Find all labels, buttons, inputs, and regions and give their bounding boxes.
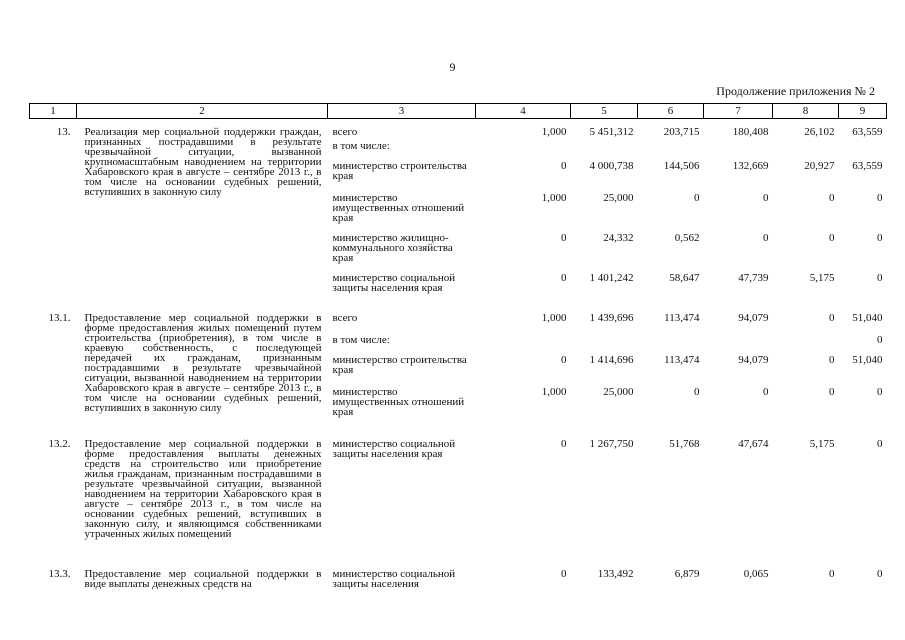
value-cell-col8: 20,927: [804, 159, 835, 172]
executor-cell: министерство имущественных отношений края: [332, 385, 465, 418]
value-cell-col7: 180,408: [732, 126, 769, 138]
executor-cell: всего: [332, 311, 358, 324]
value-cell-col8: 5,175: [809, 271, 835, 284]
value-cell-col6: 0,562: [674, 231, 700, 244]
value-cell-col6: 6,879: [674, 567, 700, 580]
value-cell-col6: 58,647: [669, 271, 700, 284]
value-cell-col9: 51,040: [852, 353, 883, 366]
executor-cell: министерство социальной защиты населения края: [332, 271, 456, 294]
executor-cell: в том числе:: [332, 333, 390, 346]
value-cell-col9: 0: [877, 333, 883, 346]
value-cell-col4: 0: [561, 159, 567, 172]
value-cell-col6: 113,474: [664, 311, 700, 324]
value-cell-col5: 25,000: [603, 385, 634, 398]
value-cell-col6: [638, 141, 704, 161]
header-cell: 9: [839, 104, 887, 119]
value-cell-col5: 24,332: [603, 231, 634, 244]
item-description: Предоставление мер социальной поддержки в форме предоставления жилых помещений путем строительства (приобретения), в том числе в краевую собственность, с последующей передачей их гражданам, признанным пострадавшими в результате чрезвычайной ситуации, вызванной наводнением на территории Хабаровского края в августе – сентябре 2013 г., в том числе на основании судебных решений, вступивших в законную силу: [84, 311, 322, 414]
value-cell-col4: 0: [561, 271, 567, 284]
item-number: 13.: [56, 126, 71, 138]
value-cell-col6: 203,715: [663, 126, 700, 138]
executor-cell: министерство социальной защиты населения: [332, 567, 456, 590]
value-cell-col5: 1 414,696: [589, 353, 634, 366]
header-cell: 3: [328, 104, 476, 119]
value-cell-col8: 0: [829, 191, 835, 204]
executor-cell: министерство социальной защиты населения края: [332, 437, 456, 460]
header-cell: 2: [77, 104, 328, 119]
value-cell-col4: 0: [561, 231, 567, 244]
item-number: 13.1.: [48, 311, 71, 324]
value-cell-col4: 0: [561, 353, 567, 366]
table-row: [30, 313, 887, 335]
value-cell-col5: 1 267,750: [589, 437, 634, 450]
value-cell-col4: 1,000: [541, 191, 567, 204]
header-cell: 1: [30, 104, 77, 119]
header-row: [30, 104, 887, 119]
header-cell: 6: [638, 104, 704, 119]
item-description: Предоставление мер социальной поддержки в виде выплаты денежных средств на: [84, 567, 322, 590]
table-row: [30, 569, 887, 599]
value-cell-col5: 4 000,738: [589, 159, 634, 172]
value-cell-col9: 51,040: [852, 311, 883, 324]
value-cell-col9: 0: [877, 271, 883, 284]
executor-cell: министерство имущественных отношений края: [332, 191, 465, 224]
value-cell-col8: [773, 335, 839, 355]
value-cell-col8: 5,175: [809, 437, 835, 450]
value-cell-col7: [704, 141, 773, 161]
value-cell-col5: [571, 335, 638, 355]
value-cell-col5: 5 451,312: [589, 126, 634, 138]
continuation-label: Продолжение приложения № 2: [716, 84, 875, 98]
value-cell-col5: 133,492: [597, 567, 634, 580]
value-cell-col8: 0: [829, 311, 835, 324]
value-cell-col6: 113,474: [664, 353, 700, 366]
value-cell-col8: 0: [829, 567, 835, 580]
table-row: [30, 119, 887, 141]
value-cell-col9: 63,559: [852, 126, 883, 138]
value-cell-col7: 0: [763, 231, 769, 244]
item-number: 13.3.: [48, 567, 71, 580]
value-cell-col5: 1 401,242: [589, 271, 634, 284]
value-cell-col7: 47,739: [738, 271, 769, 284]
value-cell-col7: [704, 335, 773, 355]
value-cell-col7: 0: [763, 191, 769, 204]
value-cell-col9: 0: [877, 231, 883, 244]
value-cell-col6: 0: [694, 385, 700, 398]
item-number: 13.2.: [48, 437, 71, 450]
value-cell-col7: 94,079: [738, 353, 769, 366]
executor-cell: министерство строительства края: [332, 159, 467, 182]
value-cell-col4: 1,000: [541, 311, 567, 324]
value-cell-col4: [476, 335, 571, 355]
value-cell-col5: 25,000: [603, 191, 634, 204]
value-cell-col8: 0: [829, 231, 835, 244]
value-cell-col4: [476, 141, 571, 161]
value-cell-col9: 0: [877, 385, 883, 398]
value-cell-col7: 47,674: [738, 437, 769, 450]
value-cell-col7: 0: [763, 385, 769, 398]
value-cell-col8: 0: [829, 353, 835, 366]
value-cell-col8: 26,102: [804, 126, 835, 138]
program-table: [29, 103, 887, 599]
table-row: [30, 439, 887, 569]
item-description: Реализация мер социальной поддержки граждан, признанных пострадавшими в результате чрезвычайной ситуации, вызванной крупномасштабным наводнением на территории Хабаровского края в августе – сентябре 2013 г., в том числе на основании судебных решений, вступивших в законную силу: [84, 126, 322, 198]
value-cell-col6: 0: [694, 191, 700, 204]
value-cell-col5: 1 439,696: [589, 311, 634, 324]
value-cell-col6: [638, 335, 704, 355]
header-cell: 5: [571, 104, 638, 119]
executor-cell: всего: [332, 126, 358, 138]
header-cell: 4: [476, 104, 571, 119]
value-cell-col7: 94,079: [738, 311, 769, 324]
item-description: Предоставление мер социальной поддержки в форме предоставления выплаты денежных средств на строительство или приобретение жилья гражданам, признанным пострадавшими в результате чрезвычайной ситуации, вызванной наводнением на территории Хабаровского края в августе – сентябре 2013 г., в том числе на основании судебных решений, вступивших в законную силу, и являющимся собственниками утраченных жилых помещений: [84, 437, 322, 540]
executor-cell: министерство жилищно-коммунального хозяйства края: [332, 231, 453, 264]
value-cell-col9: 0: [877, 567, 883, 580]
value-cell-col9: [839, 141, 887, 161]
value-cell-col4: 0: [561, 437, 567, 450]
value-cell-col6: 144,506: [663, 159, 700, 172]
value-cell-col8: 0: [829, 385, 835, 398]
value-cell-col4: 1,000: [541, 385, 567, 398]
value-cell-col6: 51,768: [669, 437, 700, 450]
executor-cell: в том числе:: [332, 139, 390, 152]
value-cell-col7: 0,065: [743, 567, 769, 580]
header-cell: 7: [704, 104, 773, 119]
value-cell-col9: 0: [877, 191, 883, 204]
value-cell-col4: 1,000: [541, 126, 567, 138]
page-number: 9: [449, 60, 456, 74]
value-cell-col9: 63,559: [852, 159, 883, 172]
value-cell-col8: [773, 141, 839, 161]
value-cell-col4: 0: [561, 567, 567, 580]
header-cell: 8: [773, 104, 839, 119]
value-cell-col9: 0: [877, 437, 883, 450]
executor-cell: министерство строительства края: [332, 353, 467, 376]
value-cell-col5: [571, 141, 638, 161]
value-cell-col7: 132,669: [732, 159, 769, 172]
